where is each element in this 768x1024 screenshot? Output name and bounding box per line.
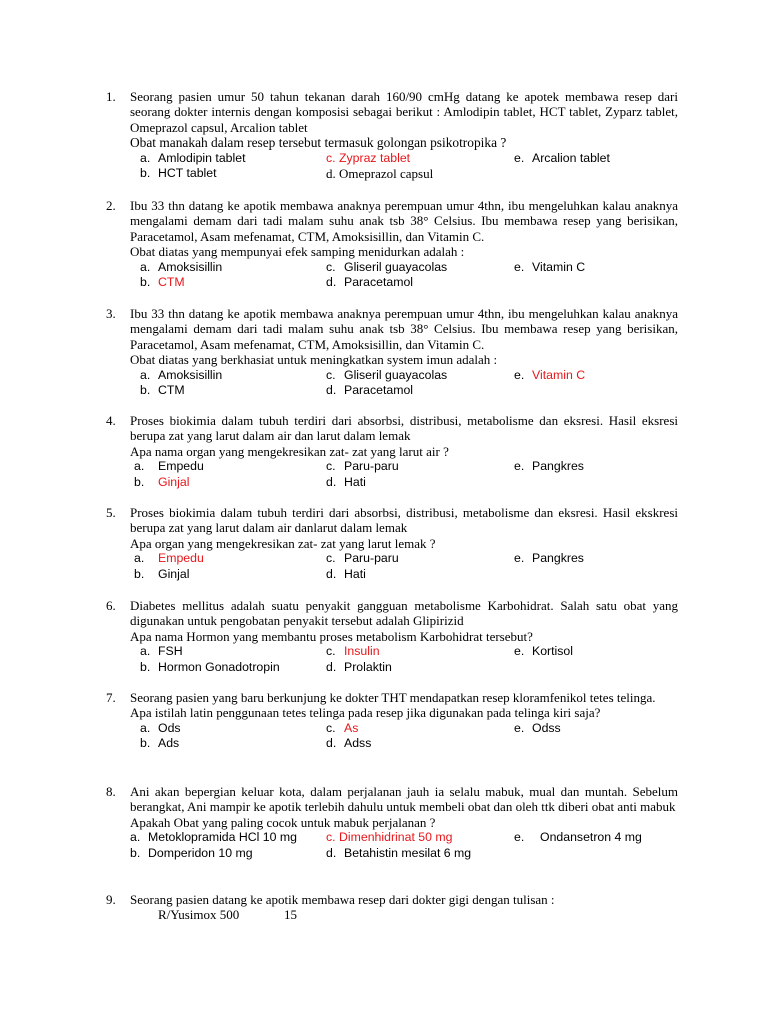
question-prompt: Apa istilah latin penggunaan tetes telinga pada resep jika digunakan pada telinga kiri saja? <box>130 705 601 721</box>
question-prompt: Apa nama Hormon yang membantu proses metabolism Karbohidrat tersebut? <box>130 628 533 644</box>
option-c[interactable]: c. Paru-paru <box>326 459 399 474</box>
option-b[interactable]: b. Ginjal <box>134 474 190 489</box>
question-number: 2. <box>106 198 116 213</box>
question-stem: Ibu 33 thn datang ke apotik membawa anaknya perempuan umur 4thn, ibu mengeluhkan kalau anaknya mengalami demam dari tadi malam suhu anak tsb 38° Celsius. Ibu membawa resep yang berisikan, Paracetamol, Asam mefenamat, CTM, Amoksisillin, dan Vitamin C. <box>130 306 678 352</box>
option-c[interactable]: c. Gliseril guayacolas <box>326 367 448 382</box>
option-c[interactable]: c. Paru-paru <box>326 551 399 566</box>
option-a[interactable]: a. Amlodipin tablet <box>140 150 246 165</box>
question-number: 7. <box>106 690 116 705</box>
answer-options <box>130 151 678 182</box>
option-e[interactable]: e. Vitamin C <box>514 259 586 274</box>
option-a[interactable]: a. Empedu <box>134 459 204 474</box>
option-d[interactable]: d. Hati <box>326 566 366 581</box>
question-prompt: Apakah Obat yang paling cocok untuk mabuk perjalanan ? <box>130 814 436 830</box>
option-e[interactable]: e. Pangkres <box>514 459 584 474</box>
option-a[interactable]: a. Amoksisillin <box>140 259 223 274</box>
option-d[interactable]: d. Betahistin mesilat 6 mg <box>326 845 472 860</box>
option-a[interactable]: a. Ods <box>140 720 181 735</box>
question-stem: Proses biokimia dalam tubuh terdiri dari absorbsi, distribusi, metabolisme dan eksresi. Hasil eksresi berupa zat yang larut dalam air dan larut dalam lemak <box>130 413 678 444</box>
question-number: 9. <box>106 892 116 907</box>
option-a[interactable]: a. Metoklopramida HCl 10 mg <box>130 830 297 845</box>
question-prompt: Obat manakah dalam resep tersebut termasuk golongan psikotropika ? <box>130 135 507 151</box>
question-4 <box>106 413 678 490</box>
question-stem: Seorang pasien umur 50 tahun tekanan darah 160/90 cmHg datang ke apotek membawa resep dari seorang dokter internis dengan komposisi sebagai berikut : Amlodipin tablet, HCT tablet, Zyparz tablet, Omeprazol capsul, Arcalion tablet <box>130 89 678 135</box>
option-b[interactable]: b. CTM <box>140 383 185 398</box>
question-stem: Proses biokimia dalam tubuh terdiri dari absorbsi, distribusi, metabolisme dan eksresi. Hasil ekskresi berupa zat yang larut dalam air danlarut dalam lemak <box>130 505 678 536</box>
option-e[interactable]: e. Pangkres <box>514 551 584 566</box>
question-prompt: Obat diatas yang berkhasiat untuk meningkatkan system imun adalah : <box>130 352 498 368</box>
question-8 <box>106 784 678 861</box>
option-c[interactable]: c. Dimenhidrinat 50 mg <box>326 830 453 845</box>
option-c[interactable]: c. Insulin <box>326 644 380 659</box>
question-prompt: Obat diatas yang mempunyai efek samping menidurkan adalah : <box>130 244 465 260</box>
option-b[interactable]: b. Domperidon 10 mg <box>130 845 253 860</box>
option-b[interactable]: b. HCT tablet <box>140 166 217 181</box>
question-number: 6. <box>106 598 116 613</box>
option-a[interactable]: a. Amoksisillin <box>140 367 223 382</box>
option-b[interactable]: b. CTM <box>140 275 185 290</box>
question-stem: Diabetes mellitus adalah suatu penyakit gangguan metabolisme Karbohidrat. Salah satu obat yang digunakan untuk pengobatan penyakit tersebut adalah Glipirizid <box>130 598 678 629</box>
question-5 <box>106 505 678 582</box>
answer-options <box>130 551 678 582</box>
question-stem: Ibu 33 thn datang ke apotik membawa anaknya perempuan umur 4thn, ibu mengeluhkan kalau anaknya mengalami demam dari tadi malam suhu anak tsb 38° Celsius. Ibu membawa resep yang berisikan, Paracetamol, Asam mefenamat, CTM, Amoksisillin, dan Vitamin C. <box>130 198 678 244</box>
option-e[interactable]: e. Kortisol <box>514 644 574 659</box>
option-d[interactable]: d. Hati <box>326 474 366 489</box>
question-2 <box>106 198 678 291</box>
option-a[interactable]: a. Empedu <box>134 551 204 566</box>
question-3 <box>106 306 678 399</box>
option-e[interactable]: e. Ondansetron 4 mg <box>514 830 642 845</box>
answer-options <box>130 368 678 399</box>
option-d[interactable]: d. Adss <box>326 736 372 751</box>
question-number: 4. <box>106 413 116 428</box>
question-prompt: Apa nama organ yang mengekresikan zat- zat yang larut air ? <box>130 443 449 459</box>
question-stem: Seorang pasien yang baru berkunjung ke dokter THT mendapatkan resep kloramfenikol tetes telinga. <box>130 690 656 705</box>
option-e[interactable]: e. Odss <box>514 720 561 735</box>
prescription-line <box>130 907 678 923</box>
option-e[interactable]: e. Arcalion tablet <box>514 150 610 165</box>
option-b[interactable]: b. Hormon Gonadotropin <box>140 659 280 674</box>
question-1 <box>106 89 678 182</box>
option-c[interactable]: c. Gliseril guayacolas <box>326 259 448 274</box>
answer-options <box>130 830 678 861</box>
question-prompt: Apa organ yang mengekresikan zat- zat yang larut lemak ? <box>130 535 436 551</box>
prescription-drug: R/Yusimox 500 <box>158 907 240 923</box>
option-b[interactable]: b. Ginjal <box>134 566 190 581</box>
option-c[interactable]: c. Zypraz tablet <box>326 150 411 165</box>
option-e[interactable]: e. Vitamin C <box>514 367 586 382</box>
answer-options <box>130 644 678 675</box>
question-number: 5. <box>106 505 116 520</box>
option-d[interactable]: d. Paracetamol <box>326 383 414 398</box>
option-d[interactable]: d. Prolaktin <box>326 659 392 674</box>
option-d[interactable]: d. Omeprazol capsul <box>326 166 434 182</box>
answer-options <box>130 721 678 752</box>
option-b[interactable]: b. Ads <box>140 736 180 751</box>
question-9 <box>106 892 678 923</box>
question-7 <box>106 690 678 752</box>
question-stem: Seorang pasien datang ke apotik membawa resep dari dokter gigi dengan tulisan : <box>130 892 555 907</box>
answer-options <box>130 260 678 291</box>
question-6 <box>106 598 678 675</box>
answer-options <box>130 459 678 490</box>
option-d[interactable]: d. Paracetamol <box>326 275 414 290</box>
question-stem: Ani akan bepergian keluar kota, dalam perjalanan jauh ia selalu mabuk, mual dan muntah. Sebelum berangkat, Ani mampir ke apotik terlebih dahulu untuk membeli obat dan oleh ttk diberi obat anti mabuk <box>130 784 678 815</box>
option-c[interactable]: c. As <box>326 720 359 735</box>
question-number: 1. <box>106 89 116 104</box>
question-number: 3. <box>106 306 116 321</box>
prescription-quantity: 15 <box>284 907 297 923</box>
question-number: 8. <box>106 784 116 799</box>
option-a[interactable]: a. FSH <box>140 644 183 659</box>
